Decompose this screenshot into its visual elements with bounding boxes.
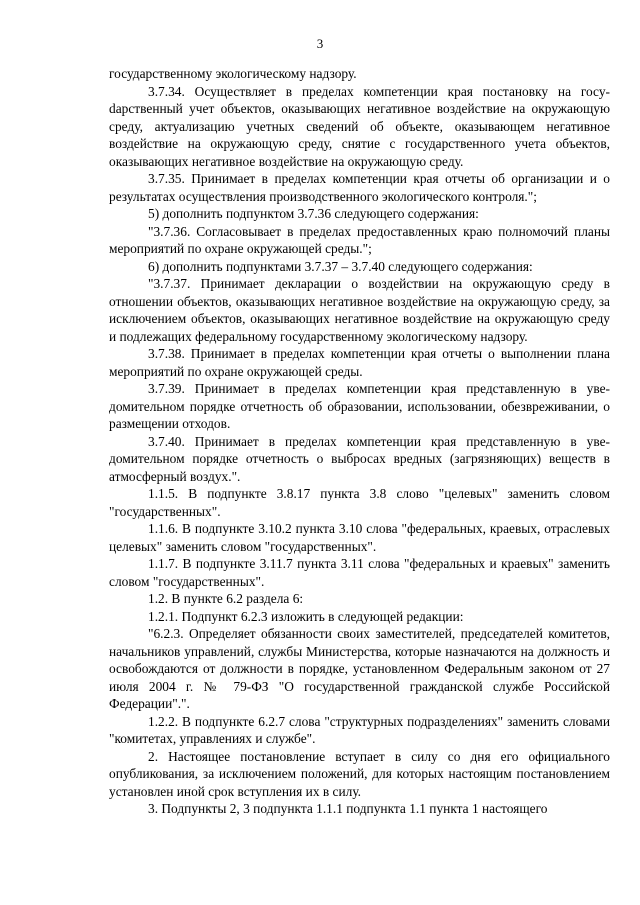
paragraph: "3.7.37. Принимает декларации о воздействии на окружающую среду в отношении объектов, оказывающих негативное воздействие на окружающую среду, за исключением объектов, оказывающих негативное воздействие на окружающую среду и подлежащих федеральному государственному экологическому надзору. [109, 276, 610, 344]
paragraph: 6) дополнить подпунктами 3.7.37 – 3.7.40 следующего содержания: [148, 258, 533, 274]
paragraph: 1.2.2. В подпункте 6.2.7 слова "структурных подразделениях" заменить словами "комитетах, управлениях и службе". [109, 713, 610, 746]
paragraph: "3.7.36. Согласовывает в пределах предоставленных краю полномочий планы мероприятий по охране окружающей среды."; [109, 223, 610, 256]
paragraph: 1.1.7. В подпункте 3.11.7 пункта 3.11 слова "федеральных и краевых" заменить словом "государственных". [109, 556, 610, 589]
paragraph: государственному экологическому надзору. [109, 66, 357, 81]
page-number: 3 [316, 36, 324, 51]
paragraph: 1.1.5. В подпункте 3.8.17 пункта 3.8 слово "целевых" заменить словом "государственных". [109, 486, 610, 519]
paragraph: 3.7.39. Принимает в пределах компетенции края представленную в уведомительном порядке отчетность об образовании, использовании, обезвреживании, о размещении отходов. [109, 381, 610, 431]
paragraph: 5) дополнить подпунктом 3.7.36 следующего содержания: [148, 206, 479, 221]
document-body [109, 65, 610, 818]
paragraph: 3.7.40. Принимает в пределах компетенции края представленную в уведомительном порядке отчетность о выбросах вредных (загрязняющих) веществ в атмосферный воздух.". [109, 433, 610, 484]
paragraph: 2. Настоящее постановление вступает в силу со дня его официального опубликования, за исключением положений, для которых настоящим постановлением установлен иной срок вступления их в силу. [109, 748, 610, 799]
paragraph: "6.2.3. Определяет обязанности своих заместителей, председателей комитетов, начальников управлений, службы Министерства, которые назначаются на должность и освобождаются от должности в порядке, установленном Федеральным законом от 27 июля 2004 г. № 79-ФЗ "О государственной гражданской службе Российской Федерации".". [109, 626, 610, 711]
paragraph: 3. Подпункты 2, 3 подпункта 1.1.1 подпункта 1.1 пункта 1 настоящего [148, 801, 548, 816]
paragraph: 1.2. В пункте 6.2 раздела 6: [148, 591, 304, 606]
paragraph: 3.7.38. Принимает в пределах компетенции края отчеты о выполнении плана мероприятий по охране окружающей среды. [109, 346, 610, 379]
paragraph: 1.1.6. В подпункте 3.10.2 пункта 3.10 слова "федеральных, краевых, отраслевых целевых" заменить словом "государственных". [109, 521, 610, 554]
paragraph: 3.7.35. Принимает в пределах компетенции края отчеты об организации и о результатах осуществления производственного экологического контроля."; [109, 171, 610, 204]
paragraph: 3.7.34. Осуществляет в пределах компетенции края постановку на госуdарственный учет объектов, оказывающих негативное воздействие на окружающую среду, актуализацию учетных сведений об объекте, оказывающем негативное воздействие на окружающую среду, снятие с государственного учета объектов, оказывающих негативное воздействие на окружающую среду. [109, 83, 610, 169]
paragraph: 1.2.1. Подпункт 6.2.3 изложить в следующей редакции: [148, 608, 464, 624]
